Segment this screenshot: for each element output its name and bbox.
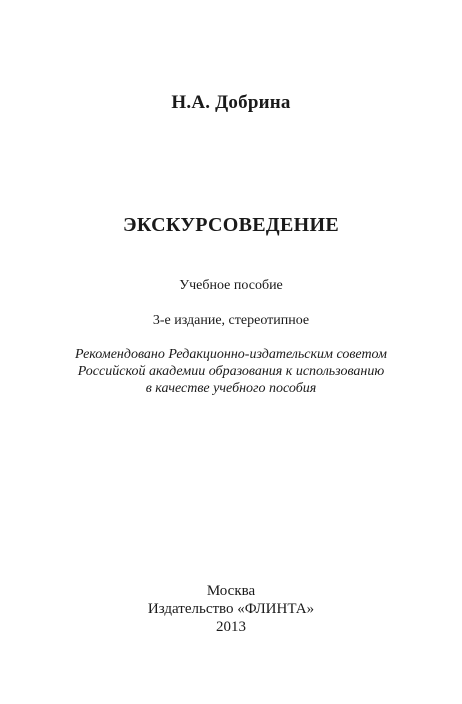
recommendation-line: в качестве учебного пособия [145, 381, 317, 396]
publisher-imprint [0, 582, 462, 636]
book-title: ЭКСКУРСОВЕДЕНИЕ [123, 214, 339, 236]
imprint-year: 2013 [216, 619, 246, 635]
recommendation-note [0, 346, 462, 397]
imprint-city: Москва [206, 583, 256, 599]
imprint-publisher: Издательство «ФЛИНТА» [147, 601, 315, 617]
edition-info: 3-е издание, стереотипное [152, 313, 310, 328]
book-subtitle: Учебное пособие [179, 278, 283, 293]
recommendation-line: Российской академии образования к использованию [77, 364, 385, 379]
author-name: Н.А. Добрина [171, 92, 291, 113]
recommendation-line: Рекомендовано Редакционно-издательским советом [75, 347, 387, 362]
